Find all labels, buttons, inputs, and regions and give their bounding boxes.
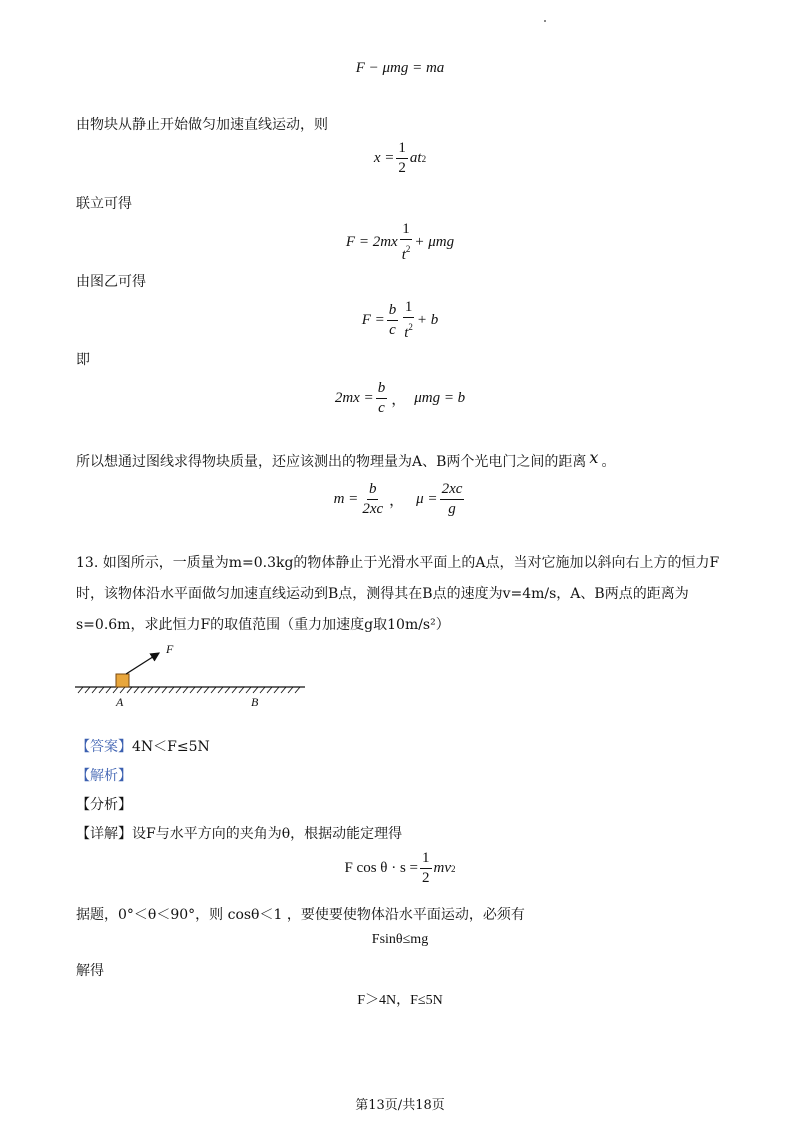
answer-text: 4N＜F≤5N (132, 739, 210, 755)
force-arrow (126, 653, 159, 674)
answer-tag: 【答案】 (76, 739, 132, 755)
detail-text: 设F与水平方向的夹角为θ，根据动能定理得 (132, 826, 403, 842)
paragraph-uniform-acceleration: 由物块从静止开始做匀加速直线运动，则 (76, 117, 328, 133)
fenxi-tag: 【分析】 (76, 797, 132, 813)
paragraph-combine: 联立可得 (76, 196, 132, 212)
equation-vertical-condition: Fsinθ≤mg (371, 932, 429, 947)
question-13-line1: 13. 如图所示，一质量为m=0.3kg的物体静止于光滑水平面上的A点，当对它施加以斜向右上方的恒力F (76, 555, 720, 571)
equation-force-combined: F = 2mx $\frac{1}{t^2}$ + μmg (345, 221, 455, 263)
equation-work-energy: F cos θ · s = $\frac{1}{2}$ mv 2 (344, 850, 456, 886)
ground-hatching (78, 687, 300, 693)
paragraph-from-graph: 由图乙可得 (76, 274, 146, 290)
detail-tag: 【详解】 (76, 826, 132, 842)
page-footer: 第13页/共18页 (355, 1098, 445, 1113)
equation-result: F＞4N，F≤5N (357, 993, 443, 1008)
question-13-line2: 时，该物体沿水平面做匀加速直线运动到B点，测得其在B点的速度为v=4m/s，A、B两点的距离为 (76, 586, 689, 602)
point-b-label: B (251, 695, 259, 709)
analysis-tag: 【解析】 (76, 768, 132, 784)
detail-line (76, 825, 402, 843)
page-mark (544, 20, 546, 22)
answer-line (76, 738, 210, 756)
equation-graph-line: F = $\frac{b}{c}$ $\frac{1}{t^2}$ + b (361, 299, 439, 341)
equation-displacement: x = $\frac{1}{2}$ at 2 (373, 140, 427, 176)
paragraph-solve: 解得 (76, 963, 104, 979)
point-a-label: A (116, 695, 124, 709)
force-diagram (70, 640, 320, 715)
block (116, 674, 129, 687)
paragraph-namely: 即 (76, 352, 90, 368)
paragraph-measure-distance: 所以想通过图线求得物块质量，还应该测出的物理量为A、B两个光电门之间的距离 x 。 (76, 448, 616, 470)
question-13-line3: s=0.6m，求此恒力F的取值范围（重力加速度g取10m/s²） (76, 617, 450, 633)
force-label: F (166, 642, 174, 656)
paragraph-angle-condition: 据题，0°＜θ＜90°，则 cosθ＜1 ，要使要使物体沿水平面运动，必须有 (76, 907, 525, 923)
equation-mass-friction: m = $\frac{b}{2xc}$ ， μ = $\frac{2xc}{g}$ (333, 481, 463, 517)
equation-coefficients: 2mx = $\frac{b}{c}$ ， μmg = b (334, 380, 466, 416)
equation-newton-second-law: F − μmg = ma (355, 60, 445, 76)
